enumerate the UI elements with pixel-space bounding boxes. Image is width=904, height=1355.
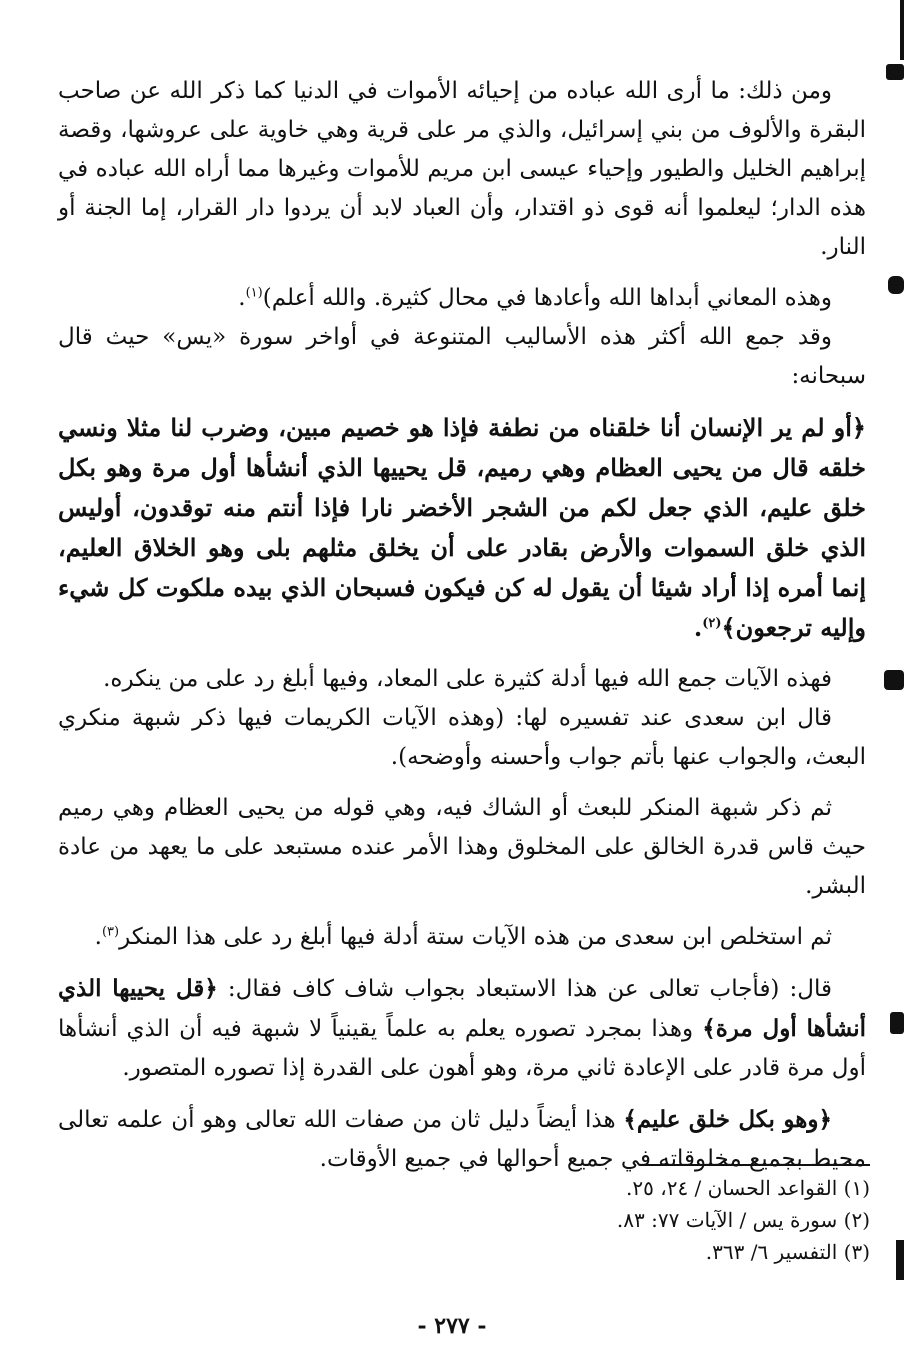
footnote-1: (١) القواعد الحسان / ٢٤، ٢٥. [626, 1176, 870, 1200]
footnotes [270, 1172, 870, 1268]
paragraph-4: فهذه الآيات جمع الله فيها أدلة كثيرة على المعاد، وفيها أبلغ رد على من ينكره. [103, 666, 832, 692]
paragraph-7-text: ثم استخلص ابن سعدى من هذه الآيات ستة أدلة فيها أبلغ رد على هذا المنكر [119, 924, 832, 950]
paragraph-8-rest: وهذا بمجرد تصوره يعلم به علماً يقينياً لا شبهة فيه أن الذي أنشأها أول مرة قادر على الإعادة ثاني مرة، وهو أهون على القدرة إذا تصوره المتصور. [58, 1016, 866, 1081]
paragraph-8-verse: ﴿قل يحييها الذي أنشأها أول مرة﴾ [58, 975, 867, 1042]
paragraph-2-text: وهذه المعاني أبداها الله وأعادها في محال كثيرة. والله أعلم) [262, 285, 832, 311]
footnote-2: (٢) سورة يس / الآيات ٧٧: ٨٣. [616, 1208, 870, 1232]
footnote-ref-3: (٣) [101, 924, 120, 940]
paragraph-6: ثم ذكر شبهة المنكر للبعث أو الشاك فيه، وهي قوله من يحيى العظام وهي رميم حيث قاس قدرة الخالق على المخلوق وهذا الأمر عنده مستبعد على ما يعهد من عادة البشر. [58, 795, 866, 899]
scan-edge-mark [890, 1012, 904, 1034]
scan-edge-mark [896, 1240, 904, 1280]
scan-edge-mark [886, 64, 904, 80]
scan-edge-mark [888, 276, 904, 294]
paragraph-9 [58, 1100, 866, 1179]
paragraph-2 [58, 279, 866, 318]
page-number: - ٢٧٧ - [417, 1313, 487, 1339]
paragraph-1: ومن ذلك: ما أرى الله عباده من إحيائه الأموات في الدنيا كما ذكر الله عن صاحب البقرة والألوف من بني إسرائيل، والذي مر على قرية وهي خاوية على عروشها، وقصة إبراهيم الخليل والطيور وإحياء عيسى ابن مريم للأموات وغيرها مما أراه الله عباده في هذه الدار؛ ليعلموا أنه قوى ذو اقتدار، وأن العباد لابد أن يردوا دار القرار، إما الجنة أو النار. [58, 78, 866, 260]
scan-edge-mark [900, 0, 904, 60]
footnote-3: (٣) التفسير ٦/ ٣٦٣. [705, 1240, 870, 1264]
quran-verse-text: ﴿أو لم ير الإنسان أنا خلقناه من نطفة فإذا هو خصيم مبين، وضرب لنا مثلا ونسي خلقه قال من يحيى العظام وهي رميم، قل يحييها الذي أنشأها أول مرة وهو بكل خلق عليم، الذي جعل لكم من الشجر الأخضر نارا فإذا أنتم منه توقدون، أوليس الذي خلق السموات والأرض بقادر على أن يخلق مثلهم بلى وهو الخلاق العليم، إنما أمره إذا أراد شيئا أن يقول له كن فيكون فسبحان الذي بيده ملكوت كل شيء وإليه ترجعون﴾ [58, 413, 867, 642]
paragraph-7 [58, 918, 866, 957]
paragraph-5: قال ابن سعدى عند تفسيره لها: (وهذه الآيات الكريمات فيها ذكر شبهة منكري البعث، والجواب عنها بأتم جواب وأحسنه وأوضحه). [58, 705, 866, 770]
paragraph-8-lead: قال: (فأجاب تعالى عن هذا الاستبعاد بجواب شاف كاف فقال: [217, 976, 832, 1002]
footnote-ref-1: (١) [245, 285, 263, 301]
quran-verse-block [58, 408, 866, 648]
main-text [58, 72, 866, 1179]
footnote-ref-2: (٢) [702, 616, 722, 631]
paragraph-8 [58, 969, 866, 1088]
paragraph-7-end: . [94, 924, 102, 950]
paragraph-9-verse: ﴿وهو بكل خلق عليم﴾ [623, 1106, 832, 1133]
paragraph-2-end: . [238, 285, 246, 311]
scan-edge-mark [884, 670, 904, 690]
paragraph-9-rest: هذا أيضاً دليل ثان من صفات الله تعالى وهو أن علمه تعالى محيط بجميع مخلوقاته في جميع أحوالها في جميع الأوقات. [58, 1107, 866, 1172]
footnote-separator [640, 1164, 870, 1166]
paragraph-3: وقد جمع الله أكثر هذه الأساليب المتنوعة في أواخر سورة «يس» حيث قال سبحانه: [58, 324, 866, 389]
verse-end: . [693, 613, 703, 642]
